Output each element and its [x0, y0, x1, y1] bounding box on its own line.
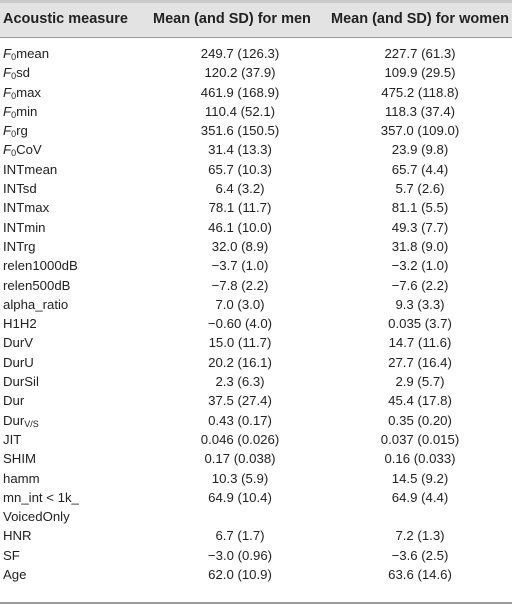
women-value: 81.1 (5.5): [391, 200, 449, 216]
table-row: [0, 333, 512, 352]
table-header-row: [0, 3, 512, 37]
women-value: 0.035 (3.7): [388, 316, 452, 332]
measure-name: INTmax: [3, 200, 50, 216]
women-value: 31.8 (9.0): [391, 238, 449, 254]
women-value: 9.3 (3.3): [395, 296, 445, 312]
measure-name: VoicedOnly: [3, 509, 70, 525]
men-value: 37.5 (27.4): [208, 393, 272, 409]
women-value: 357.0 (109.0): [380, 123, 460, 139]
header-acoustic-measure: Acoustic measure: [3, 11, 128, 27]
measure-suffix: sd: [16, 65, 31, 81]
men-value: 249.7 (126.3): [200, 46, 280, 61]
measure-suffix: rg: [16, 123, 28, 139]
table-row: [0, 526, 512, 545]
men-value: 2.3 (6.3): [215, 374, 265, 390]
women-value: 63.6 (14.6): [388, 567, 452, 583]
women-value: 109.9 (29.5): [384, 65, 456, 81]
men-value: 32.0 (8.9): [211, 238, 269, 254]
measure-cell: [3, 391, 24, 410]
measure-name: JIT: [3, 431, 22, 447]
measure-name: H1H2: [3, 316, 37, 332]
measure-name: INTrg: [3, 238, 36, 254]
men-value: 461.9 (168.9): [200, 84, 280, 100]
measure-name: DurSil: [3, 374, 39, 390]
men-value: 15.0 (11.7): [208, 335, 272, 351]
measure-name: DurU: [3, 354, 34, 370]
measure-cell: [3, 565, 26, 584]
measure-subscript: 0: [11, 52, 17, 62]
women-value: 23.9 (9.8): [391, 142, 449, 158]
table-row: [0, 83, 512, 102]
table-row: [0, 218, 512, 237]
table-bottom-rule: [0, 602, 512, 604]
measure-cell: [3, 295, 68, 314]
men-value: 120.2 (37.9): [204, 65, 276, 81]
women-value: 45.4 (17.8): [388, 393, 452, 409]
table-row: [0, 314, 512, 333]
header-mean-men: Mean (and SD) for men: [153, 11, 311, 27]
men-value: 20.2 (16.1): [208, 354, 272, 370]
measure-name: DurV: [3, 335, 34, 351]
measure-name: alpha_ratio: [3, 296, 69, 312]
measure-name: mn_int < 1k_: [3, 489, 79, 505]
measure-cell: [3, 276, 70, 295]
men-value: 78.1 (11.7): [208, 200, 272, 216]
measure-name: hamm: [3, 470, 40, 486]
measure-name: SF: [3, 547, 20, 563]
table-row: [0, 121, 512, 140]
measure-name: relen1000dB: [3, 258, 78, 274]
table-row: [0, 391, 512, 410]
measure-name: F: [3, 142, 12, 158]
table-row: [0, 63, 512, 82]
measure-cell: [3, 469, 40, 488]
measure-cell: [3, 218, 46, 237]
table-row: [0, 372, 512, 391]
men-value: −3.0 (0.96): [207, 547, 273, 563]
measure-suffix: mean: [16, 46, 50, 61]
women-value: −7.6 (2.2): [391, 277, 449, 293]
men-value: 0.17 (0.038): [204, 451, 276, 467]
measure-cell: [3, 198, 49, 217]
men-value: 46.1 (10.0): [208, 219, 272, 235]
women-value: 2.9 (5.7): [395, 374, 445, 390]
men-value: 7.0 (3.0): [215, 296, 265, 312]
table-row: [0, 295, 512, 314]
measure-cell: [3, 179, 37, 198]
measure-name: Dur: [3, 393, 25, 409]
men-value: 0.046 (0.026): [200, 431, 280, 447]
measure-suffix: min: [16, 103, 38, 119]
measure-cell: [3, 507, 70, 526]
measure-cell: [3, 333, 33, 352]
measure-subscript: 0: [11, 71, 17, 82]
measure-cell: [3, 526, 32, 545]
table-row: [0, 256, 512, 275]
women-value: 14.7 (11.6): [388, 335, 452, 351]
men-value: 10.3 (5.9): [211, 470, 269, 486]
measure-name: INTsd: [3, 181, 37, 197]
table-row: [0, 179, 512, 198]
measure-cell: [3, 372, 39, 391]
measure-subscript: 0: [11, 148, 17, 159]
measure-suffix: max: [16, 84, 41, 100]
measure-name: HNR: [3, 528, 32, 544]
women-value: 118.3 (37.4): [384, 103, 456, 119]
men-value: 6.4 (3.2): [215, 181, 265, 197]
women-value: 49.3 (7.7): [391, 219, 449, 235]
header-mean-women: Mean (and SD) for women: [331, 11, 510, 27]
men-value: 64.9 (10.4): [208, 489, 272, 505]
measure-name: relen500dB: [3, 277, 71, 293]
table-row: [0, 488, 512, 507]
table-row: [0, 44, 512, 63]
table-row: [0, 102, 512, 121]
table-row: [0, 469, 512, 488]
measure-cell: [3, 237, 35, 256]
measure-cell: [3, 488, 79, 507]
table-row: [0, 276, 512, 295]
women-value: 5.7 (2.6): [395, 181, 445, 197]
men-value: 6.7 (1.7): [215, 528, 265, 544]
measure-name: SHIM: [3, 451, 36, 467]
women-value: 227.7 (61.3): [384, 46, 456, 61]
women-value: 14.5 (9.2): [391, 470, 449, 486]
header-rule: [0, 37, 512, 38]
women-value: 7.2 (1.3): [395, 528, 445, 544]
women-value: 0.16 (0.033): [384, 451, 456, 467]
women-value: 65.7 (4.4): [391, 161, 449, 177]
measure-cell: [3, 546, 20, 565]
measure-name: F: [3, 84, 12, 100]
measure-subscript: 0: [11, 129, 17, 140]
women-value: 475.2 (118.8): [381, 84, 459, 100]
measure-suffix: CoV: [16, 142, 42, 158]
table-row: [0, 449, 512, 468]
men-value: 351.6 (150.5): [200, 123, 280, 139]
table-row: [0, 353, 512, 372]
table-row: [0, 140, 512, 159]
measure-cell: [3, 430, 21, 449]
women-value: −3.2 (1.0): [391, 258, 449, 274]
table-row: [0, 546, 512, 565]
table-row: [0, 237, 512, 256]
measure-subscript: 0: [11, 109, 17, 120]
men-value: 31.4 (13.3): [208, 142, 272, 158]
table-row: [0, 430, 512, 449]
women-value: −3.6 (2.5): [391, 547, 449, 563]
table-row: [0, 507, 512, 526]
table-row: [0, 565, 512, 584]
measure-cell: [3, 314, 37, 333]
women-value: 27.7 (16.4): [388, 354, 452, 370]
men-value: 62.0 (10.9): [208, 567, 272, 583]
table-row: [0, 160, 512, 179]
table-row: [0, 198, 512, 217]
men-value: 0.43 (0.17): [208, 412, 272, 428]
table-body: [0, 44, 512, 584]
measure-name: F: [3, 103, 12, 119]
men-value: 65.7 (10.3): [208, 161, 272, 177]
women-value: 64.9 (4.4): [391, 489, 449, 505]
measure-cell: [3, 256, 78, 275]
table-row: [0, 411, 512, 430]
men-value: 110.4 (52.1): [204, 103, 276, 119]
men-value: −0.60 (4.0): [207, 316, 273, 332]
measure-name: F: [3, 123, 12, 139]
measure-name: INTmin: [3, 219, 46, 235]
measure-subscript: 0: [11, 90, 17, 101]
measure-name: F: [3, 46, 12, 61]
men-value: −7.8 (2.2): [211, 277, 269, 293]
women-value: 0.037 (0.015): [380, 431, 460, 447]
measure-name: INTmean: [3, 161, 58, 177]
men-value: −3.7 (1.0): [211, 258, 269, 274]
measure-cell: [3, 449, 36, 468]
measure-subscript: V/S: [24, 418, 39, 429]
measure-name: Age: [3, 567, 27, 583]
measure-cell: [3, 353, 34, 372]
measure-name: F: [3, 65, 12, 81]
women-value: 0.35 (0.20): [388, 412, 452, 428]
measure-name: Dur: [3, 412, 25, 428]
measure-cell: [3, 160, 57, 179]
